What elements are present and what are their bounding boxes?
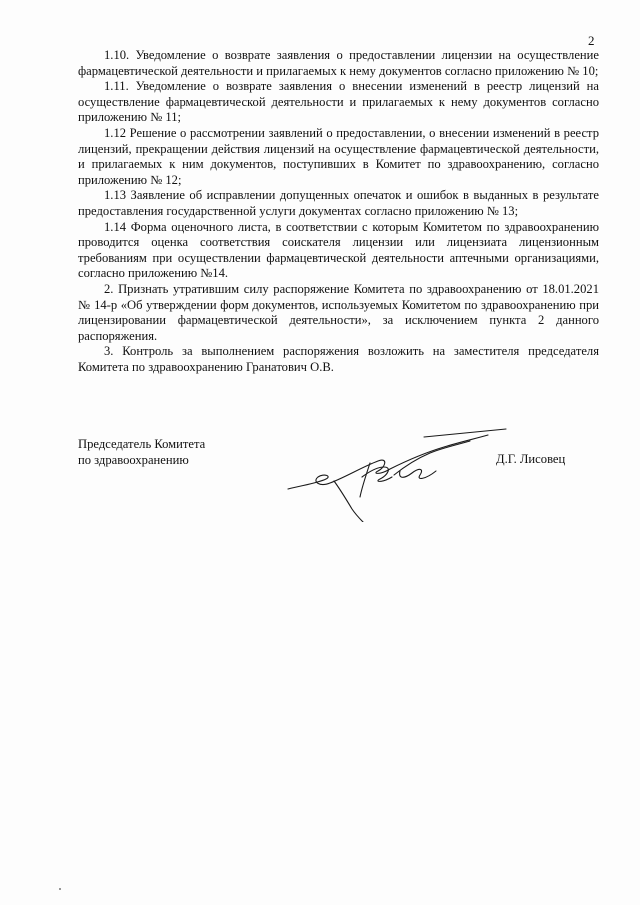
signer-name: Д.Г. Лисовец <box>496 452 566 466</box>
signer-position <box>78 437 205 468</box>
paragraph-1-14: 1.14 Форма оценочного листа, в соответствии с которым Комитетом по здравоохранению проводится оценка соответствия соискателя лицензии или лицензиата лицензионным требованиям при осуществлении фармацевтической деятельности аптечными организациями, согласно приложению №14. <box>78 219 599 281</box>
page-number: 2 <box>588 33 595 48</box>
paragraph-1-12: 1.12 Решение о рассмотрении заявлений о предоставлении, о внесении изменений в реестр лицензий, прекращении действия лицензий на осуществление фармацевтической деятельности, и прилагаемых к ним документов, поступивших в Комитет по здравоохранению, согласно приложению № 12; <box>78 125 599 187</box>
handwritten-signature <box>274 427 514 522</box>
paragraph-2: 2. Признать утратившим силу распоряжение Комитета по здравоохранению от 18.01.2021 № 14-р «Об утверждении форм документов, используемых Комитетом по здравоохранению при лицензировании фармацевтической деятельности», за исключением пункта 2 данного распоряжения. <box>78 281 599 343</box>
signer-position-line-2: по здравоохранению <box>78 452 189 467</box>
document-body <box>78 48 599 375</box>
signer-position-line-1: Председатель Комитета <box>78 437 206 451</box>
scan-dot <box>59 888 61 890</box>
paragraph-3: 3. Контроль за выполнением распоряжения возложить на заместителя председателя Комитета по здравоохранению Гранатович О.В. <box>78 344 599 374</box>
paragraph-1-10: 1.10. Уведомление о возврате заявления о предоставлении лицензии на осуществление фармацевтической деятельности и прилагаемых к нему документов согласно приложению № 10; <box>78 48 599 78</box>
signature-block <box>78 437 599 527</box>
paragraph-1-13: 1.13 Заявление об исправлении допущенных опечаток и ошибок в выданных в результате предоставления государственной услуги документах согласно приложению № 13; <box>78 188 599 218</box>
paragraph-1-11: 1.11. Уведомление о возврате заявления о внесении изменений в реестр лицензий на осуществление фармацевтической деятельности и прилагаемых к нему документов согласно приложению № 11; <box>78 79 599 125</box>
